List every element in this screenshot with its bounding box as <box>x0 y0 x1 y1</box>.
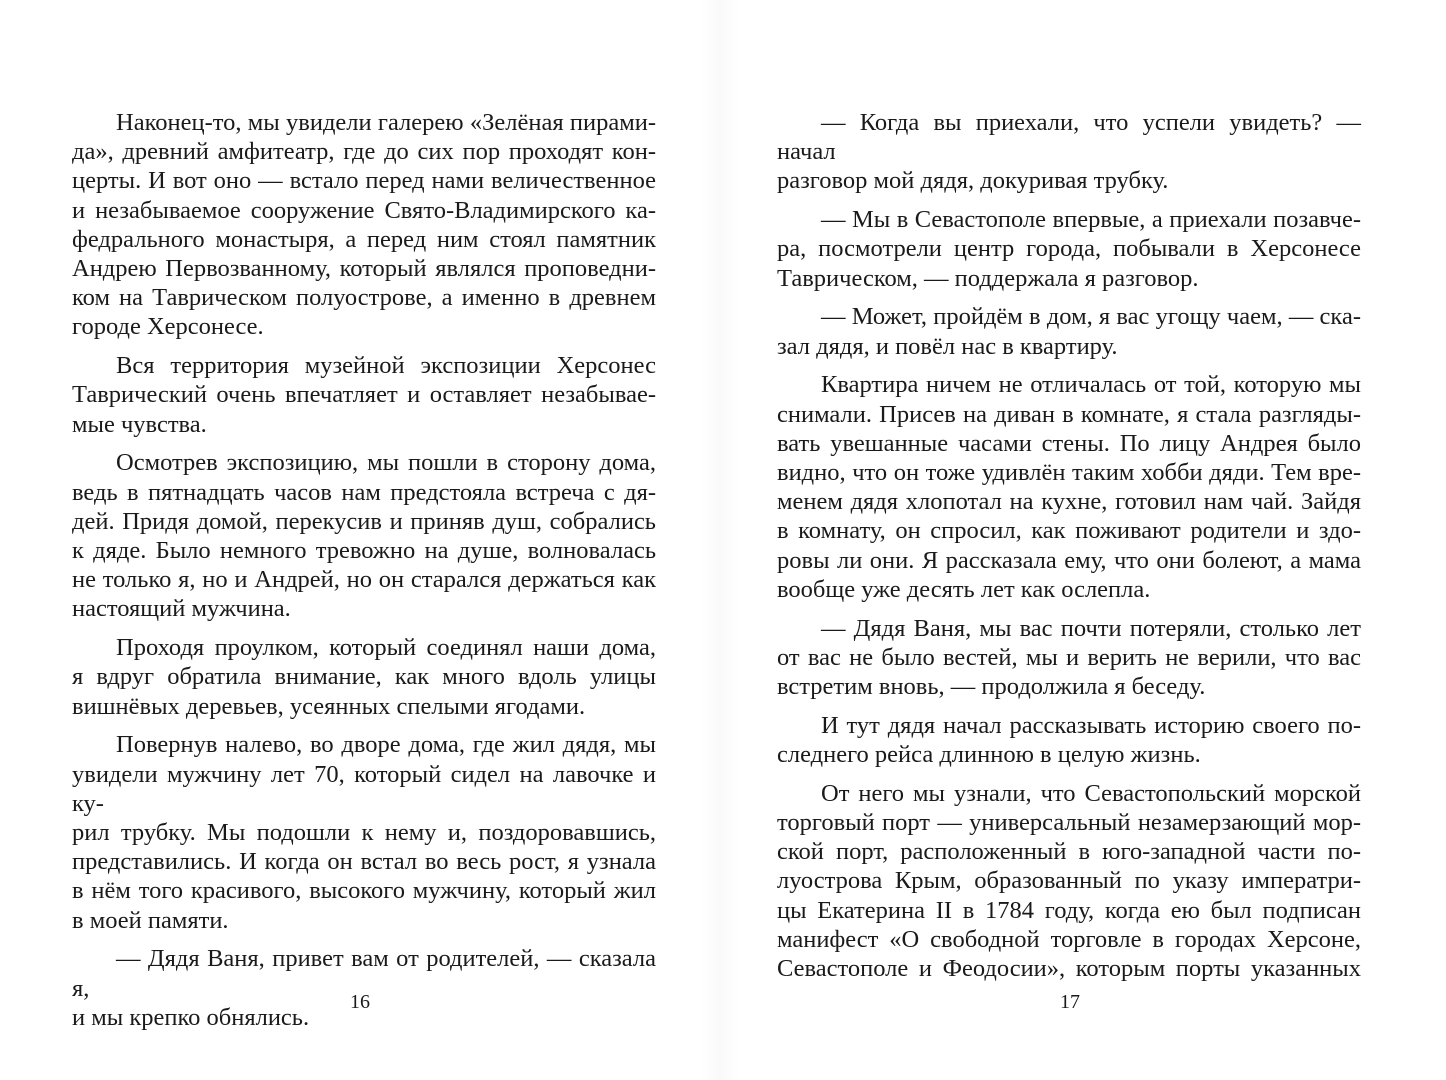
text-line: менем дядя хлопотал на кухне, готовил нам чай. Зайдя <box>777 488 1361 516</box>
text-line: в нём того красивого, высокого мужчину, который жил <box>72 877 656 905</box>
text-line: — Может, пройдём в дом, я вас угощу чаем, — ска- <box>821 303 1361 331</box>
text-line: Квартира ничем не отличалась от той, которую мы <box>821 371 1361 399</box>
text-line: Повернув налево, во дворе дома, где жил дядя, мы <box>116 731 656 759</box>
text-line: следнего рейса длинною в целую жизнь. <box>777 741 1201 769</box>
text-line: в комнату, он спросил, как поживают родители и здо- <box>777 517 1361 545</box>
text-line: Наконец-то, мы увидели галерею «Зелёная пирами- <box>116 109 656 136</box>
text-line: увидели мужчину лет 70, который сидел на лавочке и ку- <box>72 760 656 817</box>
text-line: церты. И вот оно — встало перед нами величественное <box>72 167 656 195</box>
text-line: — Дядя Ваня, мы вас почти потеряли, столько лет <box>821 614 1361 642</box>
text-line: вать увешанные часами стены. По лицу Андрея было <box>777 429 1361 457</box>
text-line: городе Херсонесе. <box>72 313 264 341</box>
text-line: рил трубку. Мы подошли к нему и, поздоровавшись, <box>72 819 656 847</box>
paragraph <box>72 633 656 721</box>
text-line: От него мы узнали, что Севастопольский морской <box>821 779 1361 807</box>
text-line: федрального монастыря, а перед ним стоял памятник <box>72 225 656 253</box>
paragraph <box>72 108 656 342</box>
text-line: Таврическом, — поддержала я разговор. <box>777 264 1199 292</box>
text-line: представились. И когда он встал во весь рост, я узнала <box>72 848 656 876</box>
text-line: — Когда вы приехали, что успели увидеть? — начал <box>777 109 1361 166</box>
text-line: ра, посмотрели центр города, побывали в Херсонесе <box>777 235 1361 263</box>
left-page-number: 16 <box>350 991 370 1013</box>
text-line: манифест «О свободной торговле в городах Херсоне, <box>777 925 1361 953</box>
text-line: — Мы в Севастополе впервые, а приехали позавче- <box>821 206 1361 234</box>
paragraph <box>777 205 1361 293</box>
text-line: торговый порт — универсальный незамерзающий мор- <box>777 809 1361 837</box>
paragraph <box>777 614 1361 702</box>
text-line: встретим вновь, — продолжила я беседу. <box>777 673 1206 701</box>
text-line: я вдруг обратила внимание, как много вдоль улицы <box>72 663 656 691</box>
paragraph <box>777 108 1361 196</box>
text-line: от вас не было вестей, мы и верить не верили, что вас <box>777 643 1361 671</box>
text-line: ком на Таврическом полуострове, а именно в древнем <box>72 284 656 312</box>
text-line: луострова Крым, образованный по указу императри- <box>777 867 1361 895</box>
text-line: Андрею Первозванному, который являлся проповедни- <box>72 255 656 283</box>
text-line: в моей памяти. <box>72 906 229 934</box>
text-line: ведь в пятнадцать часов нам предстояла встреча с дя- <box>72 478 656 506</box>
text-line: разговор мой дядя, докуривая трубку. <box>777 167 1169 195</box>
text-line: Проходя проулком, который соединял наши дома, <box>116 634 656 662</box>
paragraph <box>777 302 1361 360</box>
text-line: да», древний амфитеатр, где до сих пор проходят кон- <box>72 138 656 166</box>
text-line: Севастополе и Феодосии», которым порты указанных <box>777 955 1361 983</box>
text-line: И тут дядя начал рассказывать историю своего по- <box>821 711 1361 739</box>
paragraph <box>777 779 1361 983</box>
paragraph <box>72 448 656 623</box>
text-line: настоящий мужчина. <box>72 595 291 623</box>
text-line: Таврический очень впечатляет и оставляет незабывае- <box>72 381 656 409</box>
text-line: вишнёвых деревьев, усеянных спелыми ягодами. <box>72 692 586 720</box>
text-line: снимали. Присев на диван в комнате, я стала разгляды- <box>777 400 1361 428</box>
paragraph <box>777 711 1361 769</box>
text-line: Вся территория музейной экспозиции Херсонес <box>116 352 656 380</box>
text-line: не только я, но и Андрей, но он старался держаться как <box>72 566 656 594</box>
text-line: видно, что он тоже удивлён таким хобби дяди. Тем вре- <box>777 459 1361 487</box>
text-line: зал дядя, и повёл нас в квартиру. <box>777 332 1118 360</box>
text-line: — Дядя Ваня, привет вам от родителей, — сказала я, <box>72 945 656 1002</box>
text-line: и незабываемое сооружение Свято-Владимирского ка- <box>72 196 656 224</box>
paragraph <box>72 351 656 439</box>
text-line: цы Екатерина II в 1784 году, когда ею был подписан <box>777 896 1361 924</box>
paragraph <box>72 944 656 1032</box>
text-line: Осмотрев экспозицию, мы пошли в сторону дома, <box>116 449 656 477</box>
text-line: и мы крепко обнялись. <box>72 1003 310 1031</box>
right-page-number: 17 <box>1060 991 1080 1013</box>
text-line: ской порт, расположенный в юго-западной части по- <box>777 838 1361 866</box>
text-line: дей. Придя домой, перекусив и приняв душ, собрались <box>72 507 656 535</box>
text-line: ровы ли они. Я рассказала ему, что они болеют, а мама <box>777 546 1361 574</box>
text-line: к дяде. Было немного тревожно на душе, волновалась <box>72 537 656 565</box>
paragraph <box>72 730 656 934</box>
paragraph <box>777 370 1361 604</box>
left-page-text <box>72 108 656 1042</box>
right-page-text <box>777 108 1361 993</box>
gutter-shadow <box>700 0 740 1080</box>
text-line: мые чувства. <box>72 410 207 438</box>
text-line: вообще уже десять лет как ослепла. <box>777 575 1151 603</box>
